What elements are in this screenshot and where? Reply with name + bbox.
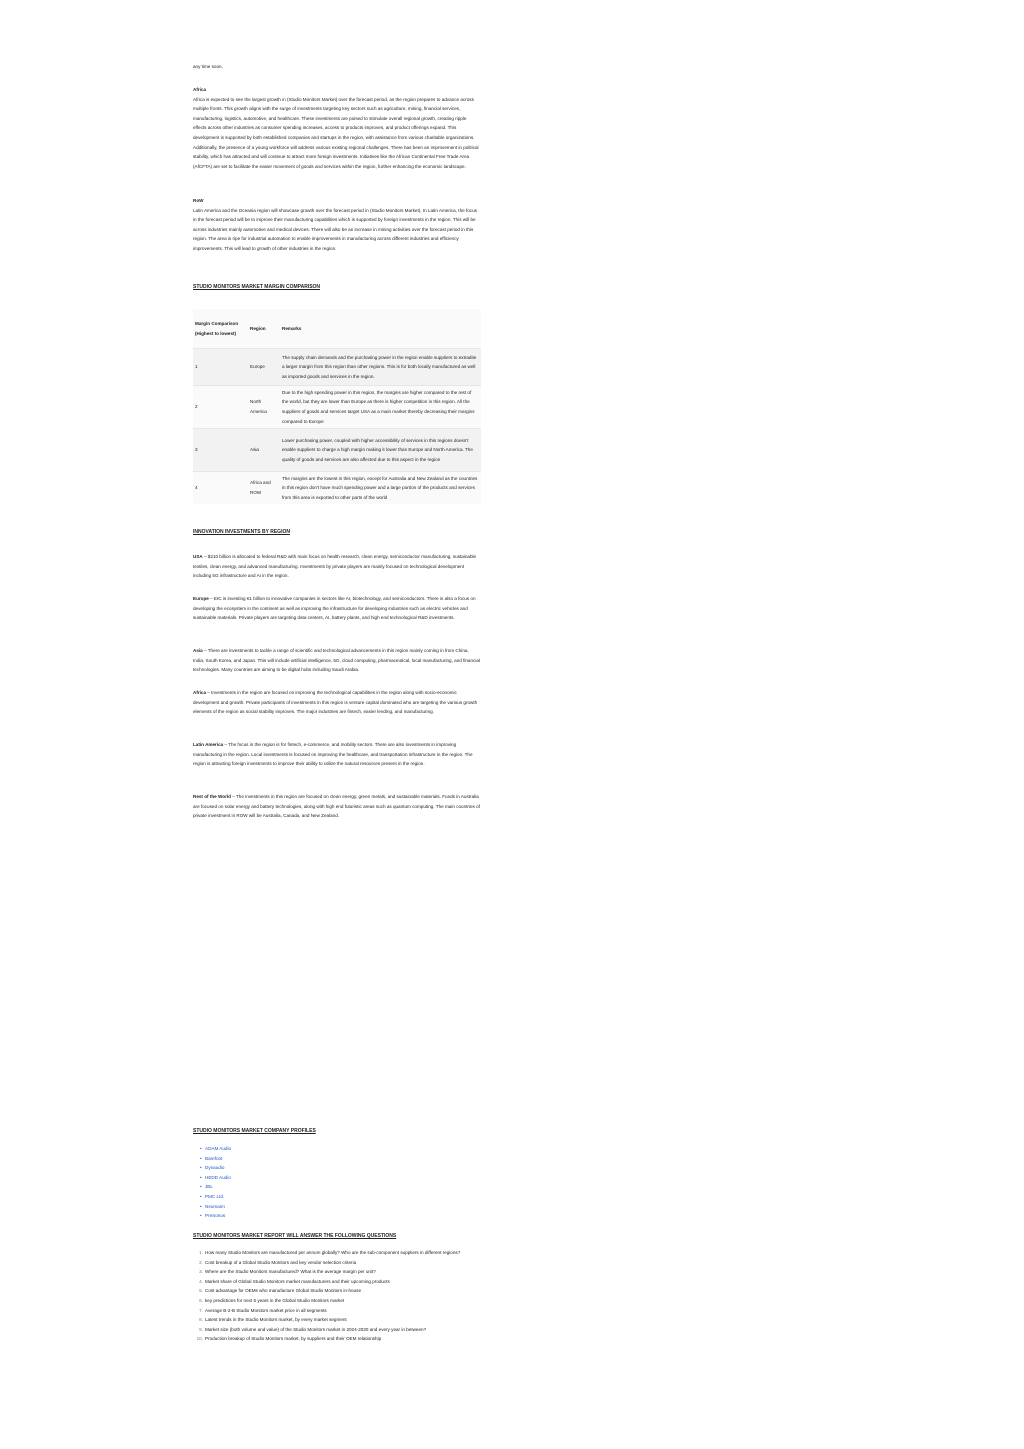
table-row	[193, 429, 481, 472]
innovation-latin-america-label: Latin America	[193, 742, 224, 747]
question-text: Cost advantage for OEMs who manufacture Global Studio Monitors in-house	[205, 1288, 362, 1294]
list-item: 8. Latest trends in the Studio Monitors market, by every market segment	[199, 1317, 347, 1323]
table-cell-region: North America	[248, 386, 280, 429]
list-item: 3. Where are the Studio Monitors manufactured? What is the average margin per unit?	[199, 1269, 376, 1275]
table-cell-rank: 4	[193, 472, 248, 505]
table-header-row	[193, 309, 481, 349]
table-header-region: Region	[250, 325, 266, 331]
question-text: Latest trends in the Studio Monitors market, by every market segment	[205, 1317, 347, 1323]
table-cell-rank: 2	[193, 386, 248, 429]
company-link-barefoot[interactable]: • Barefoot	[200, 1154, 488, 1164]
question-text: Production breakup of Studio Monitors market, by suppliers and their OEM relationship	[205, 1336, 382, 1342]
africa-paragraph: Africa is expected to see the largest growth in (Studio Monitors Market) over the forecast period, as the region prepares to advance across multiple fronts. This growth aligns with the surge of investments targeting key sectors such as agriculture, mining, financial services, manufacturing, logistics, automotive, and healthcare. These investments are poised to stimulate overall regional growth, creating ripple effects across other industries as consumer spending increases, access to products improves, and product offerings expand. This development is supported by both established companies and startups in the region, with assistance from various charitable organizations. Additionally, the presence of a young workforce will address various existing regional challenges. There has been an improvement in political stability, which has attracted and will continue to attract more foreign investments. Initiatives like the African Continental Free Trade Area (AfCFTA) are set to facilitate the easier movement of goods and services within the region, further enhancing the economic landscape.	[193, 96, 479, 169]
row-paragraph: Latin America and the Oceania region will showcase growth over the forecast period in (Studio Monitors Market). In Latin America, the focus in the forecast period will be to improve their manufacturing capabilities which is supported by foreign investments in the region. This will be across industries mainly automotive and medical devices. There will also be an increase in mining activities over the forecast period in this region. The area is ripe for industrial automation to enable improvements in manufacturing across different industries and efficiency improvements. This will lead to growth of other industries in the region.	[193, 207, 477, 251]
question-text: Where are the Studio Monitors manufactured? What is the average margin per unit?	[205, 1269, 376, 1275]
list-item: 10. Production breakup of Studio Monitors market, by suppliers and their OEM relationship	[196, 1336, 382, 1342]
innovation-europe-label: Europe	[193, 596, 209, 601]
innovation-africa-label: Africa	[193, 690, 207, 695]
question-text: Market share of Global Studio Monitors market manufacturers and their upcoming products	[205, 1278, 390, 1284]
innovation-latin-america-text: – The focus in the region is for fintech, e-commerce, and mobility sectors. There are also investments in improving manufacturing in the region. Local investments is focused on improving the healthcare, and transportation infrastructure in the region. The region is attracting foreign investments to improve their ability to utilize the natural resources present in the region.	[193, 742, 473, 767]
table-header-rank: Margin Comparison (Highest to lowest)	[195, 320, 239, 336]
table-cell-region: Africa and ROW	[248, 472, 280, 505]
company-link-presonus[interactable]: • PreSonus	[200, 1211, 488, 1221]
list-item: 7. Average B-2-B Studio Monitors market price in all segments	[199, 1307, 327, 1313]
innovation-asia	[193, 646, 481, 675]
table-cell-remarks: The margins are the lowest in this region, except for Australia and New Zealand as the countries in this region don't have much spending power and a large portion of the products and services from this area is exported to other parts of the world	[280, 472, 481, 505]
list-item: 1. How many Studio Monitors are manufactured per annum globally? Who are the sub-component suppliers in different regions?	[199, 1250, 461, 1255]
innovation-rest-of-world-label: Rest of the World	[193, 794, 231, 799]
company-link-hedd-audio[interactable]: • HEDD Audio	[200, 1173, 488, 1183]
list-item: 9. Market size (both volume and value) of the Studio Monitors market in 2024-2030 and every year in between?	[199, 1326, 427, 1332]
margin-table-wrapper	[193, 309, 481, 504]
question-text: How many Studio Monitors are manufactured per annum globally? Who are the sub-component suppliers in different regions?	[205, 1250, 461, 1255]
innovation-europe-text: – EIC is investing €1 billion to innovative companies in sectors like AI, biotechnology, and semiconductors. There is also a focus on developing the ecosystem in the continent as well as improving the infrastructure for developing industries such as electric vehicles and sustainable materials. Private players are targeting data centers, AI, battery plants, and high end technological R&D investments.	[193, 596, 476, 621]
innovation-heading: INNOVATION INVESTMENTS BY REGION	[193, 529, 290, 535]
question-text: Average B-2-B Studio Monitors market price in all segments	[205, 1307, 327, 1313]
table-row	[193, 386, 481, 429]
company-profiles-heading: STUDIO MONITORS MARKET COMPANY PROFILES	[193, 1128, 316, 1134]
table-cell-remarks: Lower purchasing power, coupled with higher accessibility of services in this regions doesn't enable suppliers to charge a high margin making it lower than Europe and North America. The quality of goods and services are also affected due to this aspect in the region	[280, 429, 481, 472]
innovation-africa	[193, 688, 481, 717]
innovation-africa-text: – Investments in the region are focused on improving the technological capabilities in the region along with socio-economic development and growth. Private participants of investments in this region is venture capital dominated who are targeting the various growth elements of the region as social stability improves. The major industries are fintech, easier lending, and manufacturing.	[193, 690, 478, 715]
list-item: 4. Market share of Global Studio Monitors market manufacturers and their upcoming products	[199, 1278, 390, 1284]
innovation-usa	[193, 552, 481, 581]
company-link-dynaudio[interactable]: • Dynaudio	[200, 1163, 488, 1173]
innovation-asia-text: – There are investments to tackle a range of scientific and technological advancements in this region mainly coming in from China, India, South Korea, and Japan. This will include artificial intelligence, 5G, cloud computing, pharmaceutical, local manufacturing, and financial technologies. Many countries are aiming to be digital hubs including Saudi Arabia.	[193, 648, 480, 673]
list-item: 5. Cost advantage for OEMs who manufacture Global Studio Monitors in-house	[199, 1288, 362, 1294]
innovation-usa-label: USA	[193, 554, 203, 559]
row-section	[193, 196, 481, 254]
innovation-europe	[193, 594, 481, 623]
innovation-asia-label: Asia	[193, 648, 203, 653]
innovation-usa-text: – $210 billion is allocated to federal R&D with main focus on health research, clean energy, semiconductor manufacturing, sustainable textiles, clean energy, and advanced manufacturing. Investments by private players are mainly focused on technological development including 5G infrastructure and AI in the region.	[193, 554, 477, 579]
company-link-pmc-ltd[interactable]: • PMC Ltd.	[200, 1192, 488, 1202]
innovation-rest-of-world	[193, 792, 481, 821]
table-row	[193, 349, 481, 386]
innovation-rest-of-world-text: – The investments in this region are focused on clean energy, green metals, and sustainable materials. Funds in Australia are focused on solar energy and battery technologies, along with high end futuristic areas such as quantum computing. The main countries of private investment in ROW will be Australia, Canada, and New Zealand.	[193, 794, 480, 819]
list-item: 2. Cost breakup of a Global Studio Monitors and key vendor selection criteria	[199, 1259, 357, 1265]
africa-section	[193, 85, 481, 171]
report-questions-list	[193, 1248, 493, 1344]
innovation-latin-america	[193, 740, 481, 769]
report-questions-heading: STUDIO MONITORS MARKET REPORT WILL ANSWER THE FOLLOWING QUESTIONS	[193, 1233, 397, 1239]
list-item: 6. key predictions for next 5 years in the Global Studio Monitors market	[199, 1297, 345, 1303]
company-profiles-list	[193, 1144, 488, 1221]
company-link-neumann[interactable]: • Neumann	[200, 1202, 488, 1212]
africa-heading: Africa	[193, 87, 207, 92]
question-text: Market size (both volume and value) of the Studio Monitors market in 2024-2030 and every year in between?	[205, 1326, 427, 1332]
table-cell-remarks: Due to the high spending power in this region, the margins are higher compared to the rest of the world, but they are lower than Europe as there is higher competition in this region. All the suppliers of goods and services target USA as a main market thereby decreasing their margins compared to Europe	[280, 386, 481, 429]
table-row	[193, 472, 481, 505]
question-text: Cost breakup of a Global Studio Monitors and key vendor selection criteria	[205, 1259, 357, 1265]
intro-tail: any time soon.	[193, 64, 223, 69]
margin-comparison-heading: STUDIO MONITORS MARKET MARGIN COMPARISON	[193, 284, 321, 290]
table-cell-remarks: The supply chain demands and the purchasing power in the region enable suppliers to extradite a larger margin from this region than other regions. This is for both locally manufactured as well as imported goods and services in the region.	[280, 349, 481, 386]
company-link-adam-audio[interactable]: • ADAM Audio	[200, 1144, 488, 1154]
table-cell-rank: 1	[193, 349, 248, 386]
table-header-remarks: Remarks	[282, 325, 302, 331]
question-text: key predictions for next 5 years in the Global Studio Monitors market	[205, 1297, 345, 1303]
margin-comparison-table	[193, 309, 481, 504]
row-heading: RoW	[193, 198, 204, 203]
table-cell-rank: 3	[193, 429, 248, 472]
table-cell-region: Asia	[248, 429, 280, 472]
table-cell-region: Europe	[248, 349, 280, 386]
company-link-jbl[interactable]: • JBL	[200, 1182, 488, 1192]
